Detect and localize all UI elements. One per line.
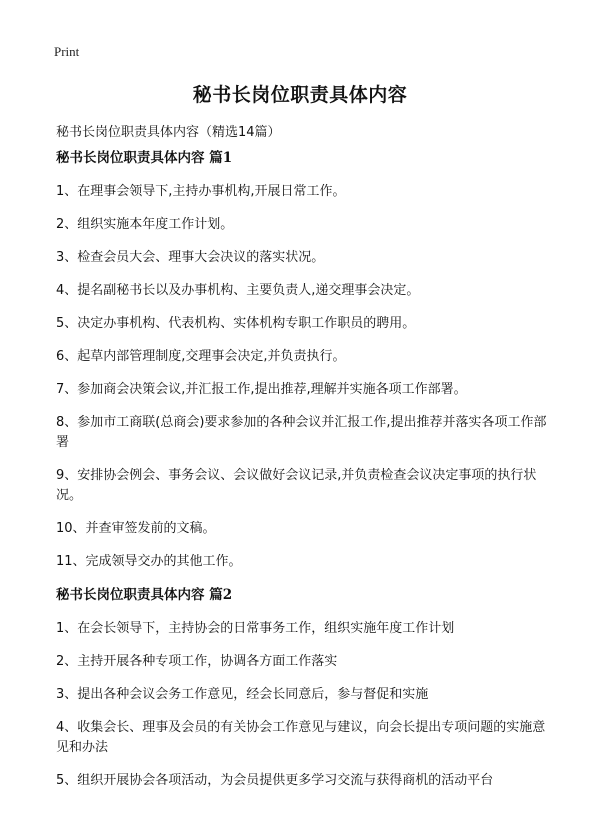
list-item: 1、在理事会领导下,主持办事机构,开展日常工作。 bbox=[56, 184, 346, 199]
list-item: 11、完成领导交办的其他工作。 bbox=[56, 554, 242, 569]
print-label: Print bbox=[54, 44, 80, 59]
list-item: 8、参加市工商联(总商会)要求参加的各种会议并汇报工作,提出推荐并落实各项工作部署 bbox=[56, 415, 547, 450]
list-item: 2、组织实施本年度工作计划。 bbox=[56, 217, 234, 232]
list-item: 1、在会长领导下，主持协会的日常事务工作，组织实施年度工作计划 bbox=[56, 621, 455, 636]
list-item: 7、参加商会决策会议,并汇报工作,提出推荐,理解并实施各项工作部署。 bbox=[56, 382, 467, 397]
section-1 bbox=[56, 148, 556, 572]
list-item: 5、组织开展协会各项活动，为会员提供更多学习交流与获得商机的活动平台 bbox=[56, 773, 494, 788]
list-item: 2、主持开展各种专项工作，协调各方面工作落实 bbox=[56, 654, 338, 669]
list-item: 6、起草内部管理制度,交理事会决定,并负责执行。 bbox=[56, 349, 346, 364]
list-item: 4、提名副秘书长以及办事机构、主要负责人,递交理事会决定。 bbox=[56, 283, 420, 298]
list-item: 10、并查审签发前的文稿。 bbox=[56, 521, 216, 536]
section-heading: 秘书长岗位职责具体内容 篇2 bbox=[56, 587, 233, 603]
document-title: 秘书长岗位职责具体内容 bbox=[192, 84, 408, 106]
list-item: 5、决定办事机构、代表机构、实体机构专职工作职员的聘用。 bbox=[56, 316, 416, 331]
document-subtitle: 秘书长岗位职责具体内容（精选14篇） bbox=[56, 125, 281, 140]
section-2 bbox=[56, 585, 556, 791]
document-body bbox=[56, 148, 556, 804]
list-item: 9、安排协会例会、事务会议、会议做好会议记录,并负责检查会议决定事项的执行状况。 bbox=[56, 468, 537, 503]
section-heading: 秘书长岗位职责具体内容 篇1 bbox=[56, 150, 233, 166]
list-item: 3、检查会员大会、理事大会决议的落实状况。 bbox=[56, 250, 325, 265]
list-item: 4、收集会长、理事及会员的有关协会工作意见与建议，向会长提出专项问题的实施意见和办法 bbox=[56, 720, 546, 755]
list-item: 3、提出各种会议会务工作意见，经会长同意后，参与督促和实施 bbox=[56, 687, 429, 702]
